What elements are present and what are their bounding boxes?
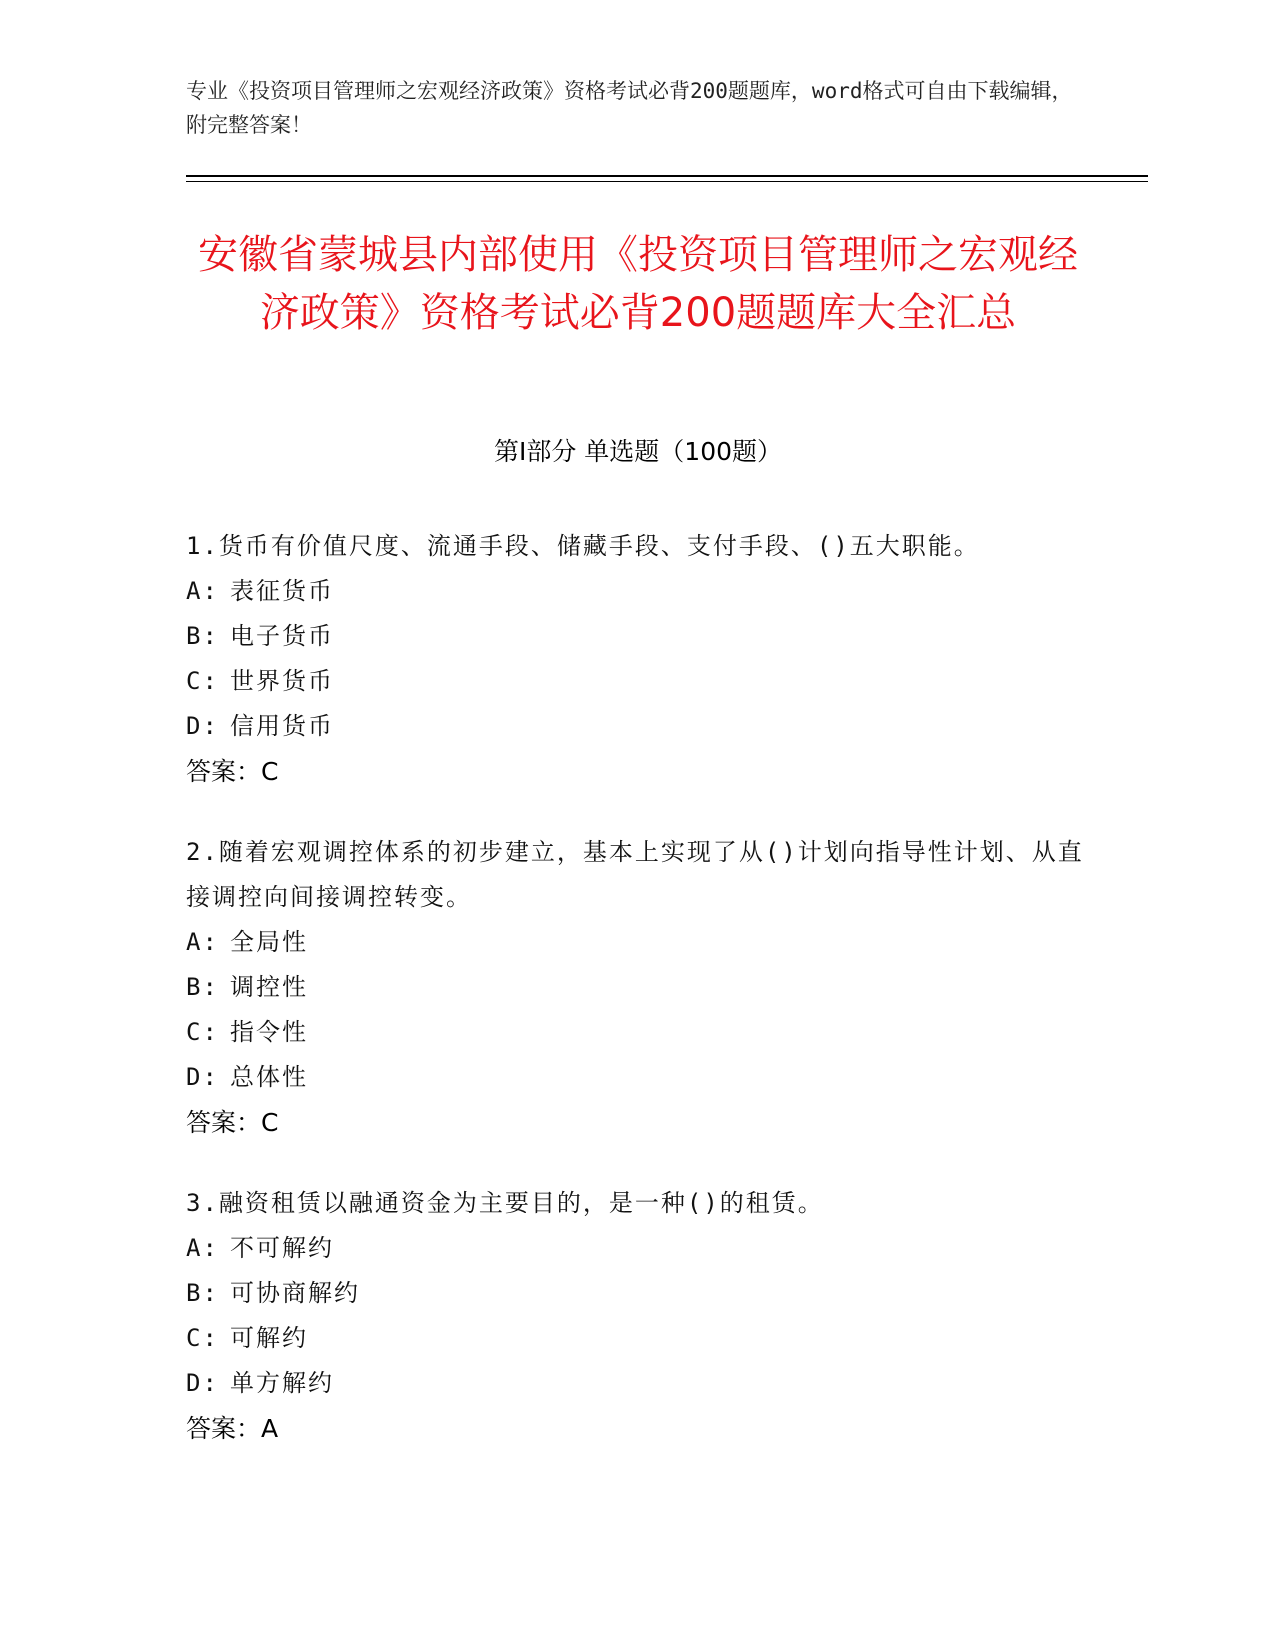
option-d xyxy=(186,1055,1086,1100)
option-b xyxy=(186,614,1086,659)
option-text: 可解约 xyxy=(230,1324,308,1352)
option-letter: D: xyxy=(186,1369,219,1397)
option-text: 信用货币 xyxy=(230,712,334,740)
option-letter: A: xyxy=(186,1234,219,1262)
document-title: 安徽省蒙城县内部使用《投资项目管理师之宏观经济政策》资格考试必背200题题库大全汇总 xyxy=(198,232,1078,336)
option-c xyxy=(186,1316,1086,1361)
option-letter: A: xyxy=(186,928,219,956)
section-heading: 第Ⅰ部分 单选题（100题） xyxy=(493,437,783,466)
option-a xyxy=(186,1226,1086,1271)
option-text: 总体性 xyxy=(230,1063,308,1091)
option-text: 全局性 xyxy=(230,928,308,956)
option-d xyxy=(186,704,1086,749)
option-b xyxy=(186,965,1086,1010)
question-text: 1.货币有价值尺度、流通手段、储藏手段、支付手段、()五大职能。 xyxy=(186,532,980,560)
option-letter: B: xyxy=(186,973,219,1001)
option-c xyxy=(186,1010,1086,1055)
option-text: 调控性 xyxy=(230,973,308,1001)
answer-line: 答案：C xyxy=(186,757,279,786)
answer-line: 答案：C xyxy=(186,1108,279,1137)
option-letter: C: xyxy=(186,667,219,695)
option-text: 可协商解约 xyxy=(230,1279,360,1307)
option-letter: B: xyxy=(186,1279,219,1307)
option-text: 世界货币 xyxy=(230,667,334,695)
question-2 xyxy=(186,830,1086,1145)
header-note: 专业《投资项目管理师之宏观经济政策》资格考试必背200题题库，word格式可自由下载编辑，附完整答案！ xyxy=(186,79,1073,137)
option-d xyxy=(186,1361,1086,1406)
option-text: 指令性 xyxy=(230,1018,308,1046)
question-list xyxy=(186,524,1086,1487)
header-divider-thick xyxy=(186,175,1148,177)
option-letter: D: xyxy=(186,1063,219,1091)
option-c xyxy=(186,659,1086,704)
option-b xyxy=(186,1271,1086,1316)
option-letter: C: xyxy=(186,1018,219,1046)
answer-line: 答案：A xyxy=(186,1414,279,1443)
question-text: 3.融资租赁以融通资金为主要目的，是一种()的租赁。 xyxy=(186,1189,824,1217)
option-letter: A: xyxy=(186,577,219,605)
option-letter: D: xyxy=(186,712,219,740)
option-letter: B: xyxy=(186,622,219,650)
option-a xyxy=(186,569,1086,614)
question-3 xyxy=(186,1181,1086,1451)
option-a xyxy=(186,920,1086,965)
option-text: 不可解约 xyxy=(230,1234,334,1262)
question-1 xyxy=(186,524,1086,794)
option-text: 表征货币 xyxy=(230,577,334,605)
option-letter: C: xyxy=(186,1324,219,1352)
header-divider-thin xyxy=(186,181,1148,182)
question-text: 2.随着宏观调控体系的初步建立，基本上实现了从()计划向指导性计划、从直接调控向间接调控转变。 xyxy=(186,838,1084,911)
option-text: 单方解约 xyxy=(230,1369,334,1397)
option-text: 电子货币 xyxy=(230,622,334,650)
